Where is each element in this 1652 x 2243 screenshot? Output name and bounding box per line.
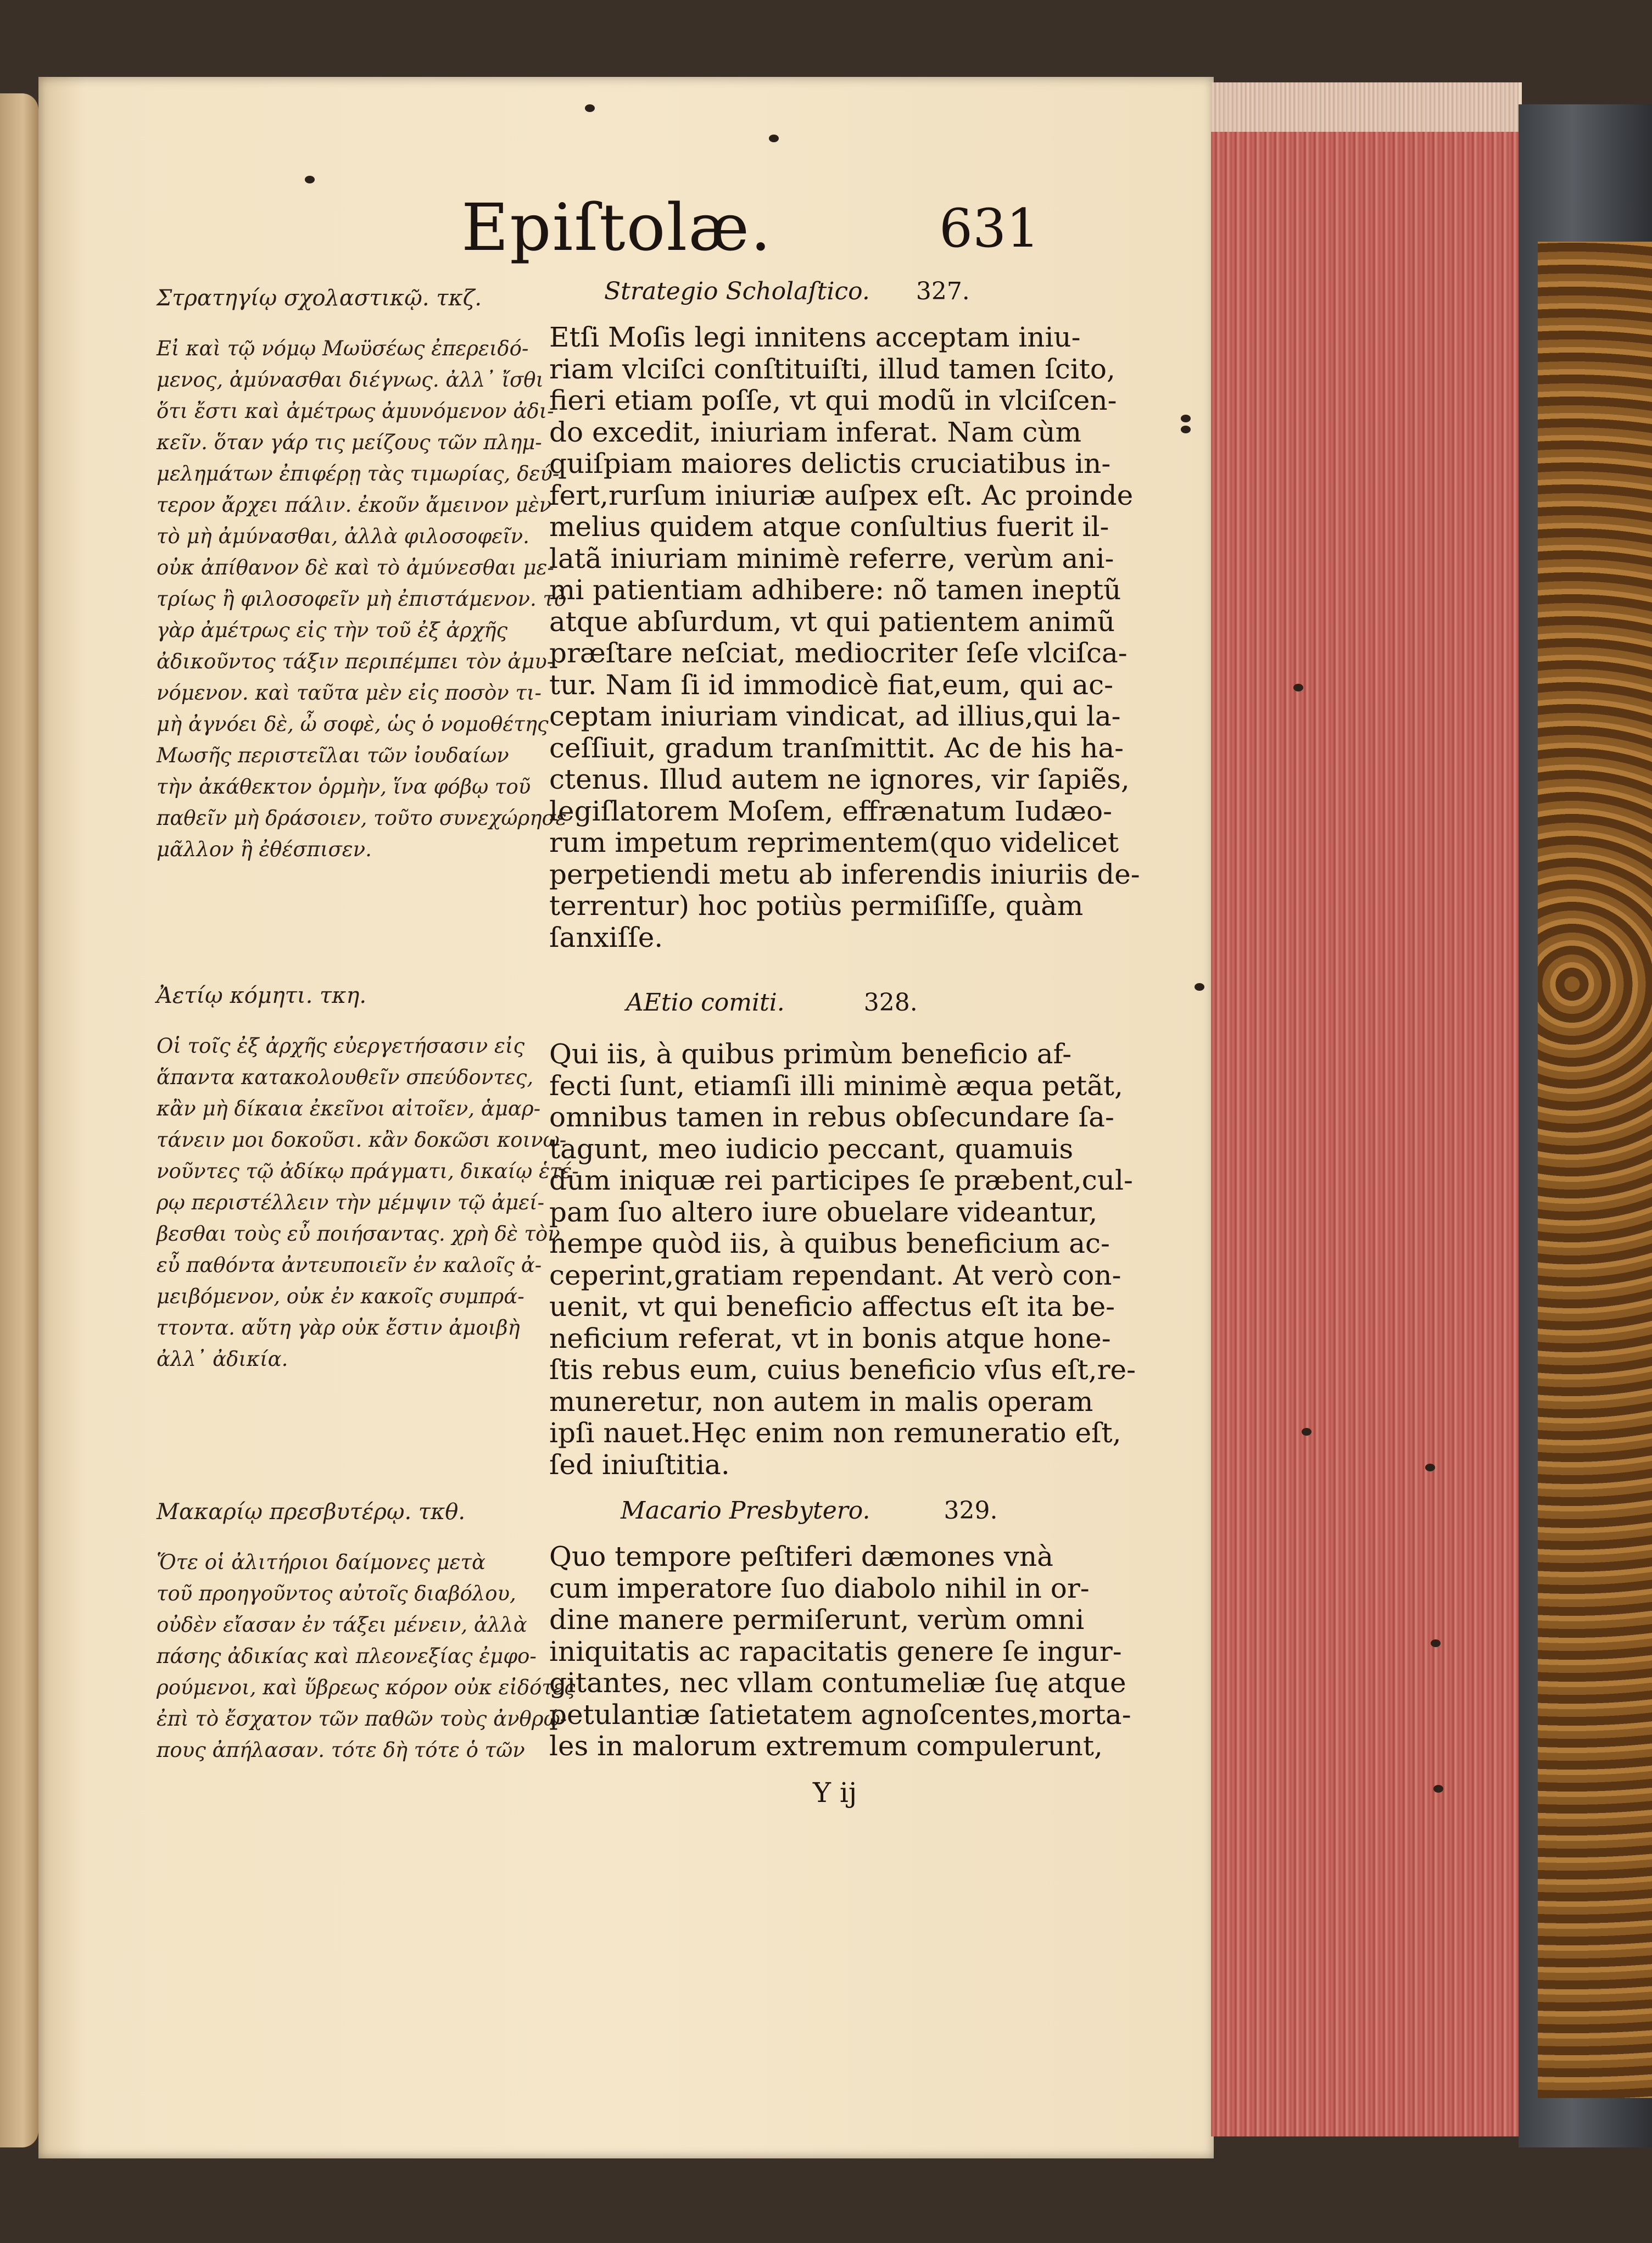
- text-line: ceptam iniuriam vindicat, ad illius,qui la-: [549, 700, 1121, 732]
- text-line: riam vlciſci conſtituiſti, illud tamen ſcito,: [549, 353, 1115, 385]
- text-line: τὸ μὴ ἀμύνασθαι, ἀλλὰ φιλοσοφεῖν.: [157, 525, 529, 548]
- text-line: cum imperatore ſuo diabolo nihil in or-: [549, 1572, 1090, 1604]
- latin-letter-3: [549, 1497, 1131, 1762]
- wormhole: [1302, 1428, 1311, 1436]
- text-line: ἀδικοῦντος τάξιν περιπέμπει τὸν ἀμυ-: [157, 650, 554, 673]
- latin-letter-heading: [549, 989, 1005, 1017]
- text-line: terrentur) hoc potiùs permiſiſſe, quàm: [549, 890, 1084, 922]
- text-line: Quo tempore peſtiferi dæmones vnà: [549, 1541, 1053, 1572]
- text-line: nempe quòd iis, à quibus beneficium ac-: [549, 1227, 1110, 1259]
- latin-letter-heading: [549, 1497, 1005, 1525]
- text-line: quiſpiam maiores delictis cruciatibus in-: [549, 448, 1111, 479]
- text-line: Εἰ καὶ τῷ νόμῳ Μωϋσέως ἐπερειδό-: [157, 337, 529, 360]
- text-line: βεσθαι τοὺς εὖ ποιήσαντας. χρὴ δὲ τὸν: [157, 1222, 560, 1246]
- text-line: τὴν ἀκάθεκτον ὁρμὴν, ἵνα φόβῳ τοῦ: [157, 775, 531, 799]
- text-line: Qui iis, à quibus primùm beneficio af-: [549, 1038, 1072, 1070]
- text-line: præſtare neſciat, mediocriter ſeſe vlciſca-: [549, 637, 1128, 669]
- text-line: gitantes, nec vllam contumeliæ ſuę atque: [549, 1667, 1126, 1699]
- text-line: μενος, ἀμύνασθαι διέγνως. ἀλλ᾽ ἴσθι: [157, 368, 544, 392]
- text-line: fecti ſunt, etiamſi illi minimè æqua petãt,: [549, 1069, 1123, 1102]
- greek-letter-heading: Στρατηγίῳ σχολαστικῷ. τκζ.: [157, 286, 482, 311]
- page-block-top: [1211, 82, 1519, 132]
- text-line: ceperint,gratiam rependant. At verò con-: [549, 1259, 1121, 1291]
- text-line: dine manere permiſerunt, verùm omni: [549, 1604, 1085, 1636]
- text-line: ἅπαντα κατακολουθεῖν σπεύδοντες,: [157, 1065, 534, 1089]
- text-line: ceſſiuit, gradum tranſmittit. Ac de his ha-: [549, 732, 1124, 764]
- text-line: μὴ ἀγνόει δὲ, ὦ σοφὲ, ὡς ὁ νομοθέτης: [157, 712, 549, 736]
- text-line: perpetiendi metu ab inferendis iniuriis de-: [549, 858, 1140, 890]
- text-line: Μωσῆς περιστεῖλαι τῶν ἰουδαίων: [157, 744, 509, 767]
- text-line: mi patientiam adhibere: nõ tamen ineptũ: [549, 574, 1121, 606]
- latin-letter-body: [549, 1038, 1136, 1481]
- text-line: μᾶλλον ἢ ἐθέσπισεν.: [157, 838, 372, 861]
- text-line: pam ſuo altero iure obuelare videantur,: [549, 1196, 1098, 1228]
- text-line: neficium referat, vt in bonis atque hone-: [549, 1322, 1111, 1354]
- text-line: νοῦντες τῷ ἀδίκῳ πράγματι, δικαίῳ ἑτέ-: [157, 1159, 579, 1183]
- text-line: latã iniuriam minimè referre, verùm ani-: [549, 542, 1114, 574]
- text-line: γὰρ ἀμέτρως εἰς τὴν τοῦ ἐξ ἀρχῆς: [157, 618, 508, 642]
- text-line: τερον ἄρχει πάλιν. ἐκοῦν ἄμεινον μὲν: [157, 493, 552, 517]
- latin-letter-title: Strategio Scholaſtico.: [604, 277, 870, 305]
- text-line: do excedit, iniuriam inferat. Nam cùm: [549, 416, 1082, 448]
- wormhole: [1431, 1639, 1441, 1647]
- text-line: Οἱ τοῖς ἐξ ἀρχῆς εὐεργετήσασιν εἰς: [157, 1034, 525, 1058]
- latin-letter-heading: [549, 277, 1005, 305]
- greek-letter-heading: Μακαρίῳ πρεσβυτέρῳ. τκθ.: [157, 1499, 466, 1525]
- text-line: legiſlatorem Moſem, effrænatum Iudæo-: [549, 795, 1113, 827]
- wormhole: [1433, 1785, 1443, 1793]
- wormhole: [305, 176, 315, 183]
- text-line: fieri etiam poſſe, vt qui modũ in vlciſcen-: [549, 384, 1117, 416]
- text-line: tur. Nam ſi id immodicè fiat,eum, qui ac-: [549, 668, 1113, 701]
- greek-letter-3: [157, 1499, 576, 1766]
- text-line: iniquitatis ac rapacitatis genere ſe ingur-: [549, 1635, 1122, 1667]
- wormhole: [1181, 426, 1191, 433]
- facing-page-edge: [0, 93, 38, 2147]
- wormhole: [1181, 415, 1191, 422]
- text-line: uenit, vt qui beneficio affectus eſt ita be-: [549, 1291, 1115, 1323]
- greek-letter-body: [157, 333, 567, 865]
- text-line: Ὅτε οἱ ἀλιτήριοι δαίμονες μετὰ: [157, 1550, 485, 1574]
- text-line: muneretur, non autem in malis operam: [549, 1385, 1093, 1418]
- text-line: ipſi nauet.Hęc enim non remuneratio eſt,: [549, 1417, 1121, 1449]
- text-line: melius quidem atque conſultius fuerit il-: [549, 511, 1109, 543]
- wormhole: [1425, 1464, 1435, 1471]
- wormhole: [585, 104, 595, 112]
- text-line: petulantiæ ſatietatem agnoſcentes,morta-: [549, 1698, 1131, 1731]
- text-line: τοῦ προηγοῦντος αὐτοῖς διαβόλου,: [157, 1582, 516, 1605]
- text-line: fert,rurſum iniuriæ auſpex eſt. Ac proinde: [549, 479, 1134, 511]
- text-line: atque abſurdum, vt qui patientem animũ: [549, 605, 1115, 638]
- text-line: ττοντα. αὕτη γὰρ οὐκ ἔστιν ἀμοιβὴ: [157, 1316, 520, 1340]
- text-line: rum impetum reprimentem(quo videlicet: [549, 827, 1119, 858]
- latin-letter-body: [549, 321, 1140, 953]
- wormhole: [769, 135, 779, 142]
- text-line: οὐκ ἀπίθανον δὲ καὶ τὸ ἀμύνεσθαι με-: [157, 556, 554, 579]
- text-line: Etſi Moſis legi innitens acceptam iniu-: [549, 321, 1081, 353]
- text-line: ctenus. Illud autem ne ignores, vir ſapiẽs,: [549, 763, 1130, 795]
- running-head: Epiſtolæ.: [461, 189, 772, 265]
- page-block-edges: [1211, 82, 1522, 2136]
- text-line: dum iniquæ rei participes ſe præbent,cul-: [549, 1164, 1133, 1196]
- text-line: ρούμενοι, καὶ ὕβρεως κόρον οὐκ εἰδότες: [157, 1676, 576, 1699]
- wormhole: [1293, 684, 1303, 691]
- greek-letter-1: [157, 286, 567, 865]
- text-line: πάσης ἀδικίας καὶ πλεονεξίας ἐμφο-: [157, 1644, 537, 1668]
- text-line: ὅτι ἔστι καὶ ἀμέτρως ἀμυνόμενον ἀδι-: [157, 399, 554, 423]
- text-line: νόμενον. καὶ ταῦτα μὲν εἰς ποσὸν τι-: [157, 681, 542, 705]
- latin-letter-title: Macario Presbytero.: [621, 1497, 870, 1525]
- text-line: ſed iniuſtitia.: [549, 1448, 730, 1481]
- text-line: κἂν μὴ δίκαια ἐκεῖνοι αἰτοῖεν, ἁμαρ-: [157, 1097, 541, 1120]
- text-line: εὖ παθόντα ἀντευποιεῖν ἐν καλοῖς ἀ-: [157, 1253, 542, 1277]
- text-line: omnibus tamen in rebus obſecundare ſa-: [549, 1101, 1114, 1133]
- text-line: μελημάτων ἐπιφέρῃ τὰς τιμωρίας, δεύ-: [157, 462, 560, 486]
- latin-letter-number: 327.: [916, 277, 970, 305]
- text-line: κεῖν. ὅταν γάρ τις μείζους τῶν πλημ-: [157, 431, 542, 454]
- latin-letter-title: AEtio comiti.: [626, 989, 785, 1017]
- text-line: ρῳ περιστέλλειν τὴν μέμψιν τῷ ἀμεί-: [157, 1191, 545, 1214]
- greek-letter-body: [157, 1547, 576, 1766]
- wormhole: [1195, 983, 1204, 991]
- text-line: τρίως ἢ φιλοσοφεῖν μὴ ἐπιστάμενον. τὸ: [157, 587, 567, 611]
- text-line: ſtis rebus eum, cuius beneficio vſus eſt,re-: [549, 1354, 1136, 1386]
- text-line: τάνειν μοι δοκοῦσι. κἂν δοκῶσι κοινω-: [157, 1128, 567, 1152]
- text-line: tagunt, meo iudicio peccant, quamuis: [549, 1132, 1074, 1165]
- signature-mark: Y ij: [813, 1777, 857, 1809]
- text-line: πους ἀπήλασαν. τότε δὴ τότε ὁ τῶν: [157, 1738, 525, 1762]
- text-line: ſanxiſſe.: [549, 921, 663, 953]
- page-number: 631: [939, 198, 1040, 259]
- text-line: les in malorum extremum compulerunt,: [549, 1730, 1103, 1762]
- latin-letter-number: 328.: [863, 989, 918, 1017]
- latin-letter-1: [549, 277, 1140, 953]
- text-line: ἐπὶ τὸ ἔσχατον τῶν παθῶν τοὺς ἀνθρώ-: [157, 1707, 567, 1731]
- text-line: μειβόμενον, οὐκ ἐν κακοῖς συμπρά-: [157, 1285, 524, 1308]
- greek-letter-heading: Ἀετίῳ κόμητι. τκη.: [157, 983, 367, 1008]
- marbled-board: [1538, 242, 1652, 2098]
- text-line: παθεῖν μὴ δράσοιεν, τοῦτο συνεχώρησε: [157, 806, 567, 830]
- text-line: οὐδὲν εἴασαν ἐν τάξει μένειν, ἀλλὰ: [157, 1613, 527, 1637]
- latin-letter-body: [549, 1541, 1131, 1762]
- text-line: ἀλλ᾽ ἀδικία.: [157, 1347, 288, 1371]
- greek-letter-body: [157, 1030, 579, 1375]
- latin-letter-number: 329.: [944, 1497, 998, 1525]
- latin-letter-2: [549, 989, 1136, 1481]
- greek-letter-2: [157, 983, 579, 1375]
